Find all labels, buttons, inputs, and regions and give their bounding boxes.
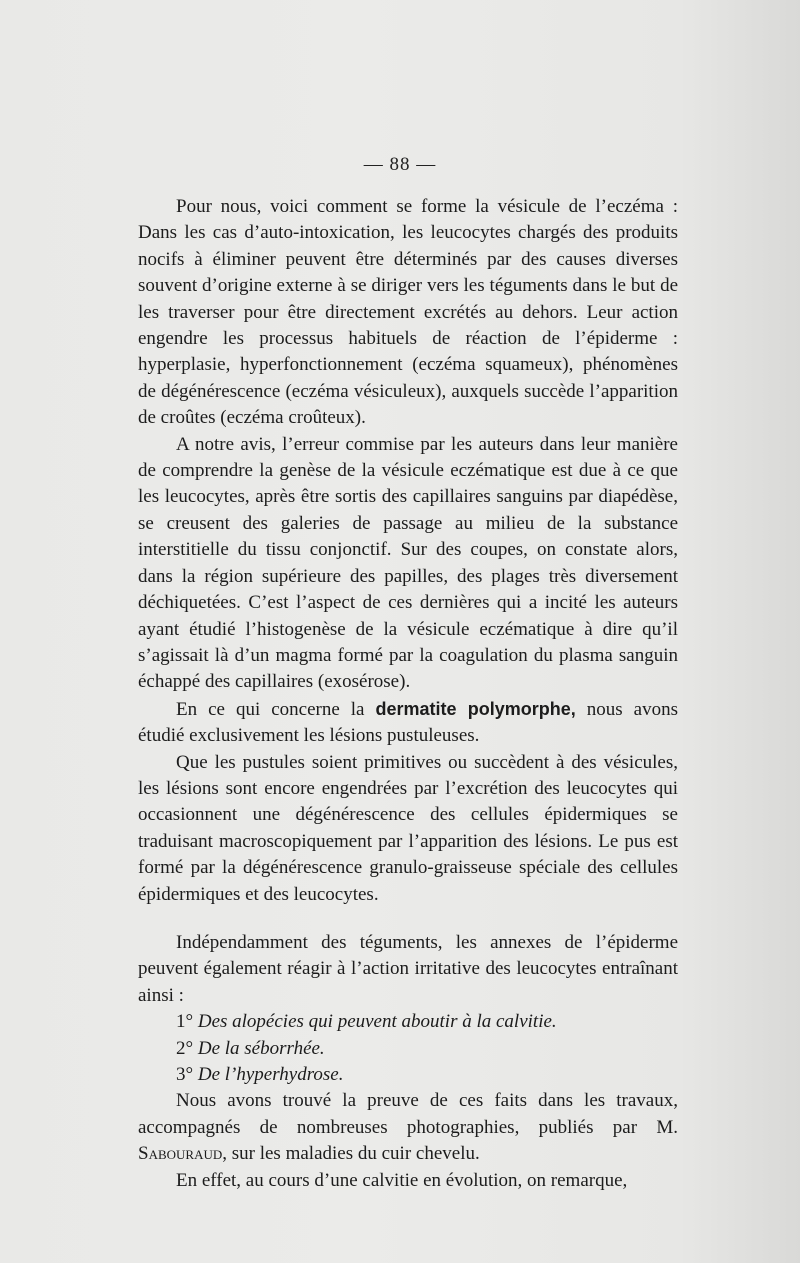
paragraph-sabouraud bbox=[138, 1088, 678, 1167]
dermatite-term: dermatite polymorphe, bbox=[375, 698, 576, 719]
list-item-number: 2° bbox=[176, 1037, 194, 1059]
list-item-text: De l’hyperhydrose. bbox=[197, 1064, 344, 1085]
page-number: — 88 — bbox=[363, 154, 437, 175]
paragraph-dermatite bbox=[138, 696, 678, 750]
author-name: Sabouraud bbox=[138, 1143, 223, 1165]
paragraph-authors-error: A notre avis, l’erreur commise par les auteurs dans leur manière de comprendre la genèse de la vésicule eczématique est due à ce que les leucocytes, après être sortis des capillaires sanguins par diapédèse, se creusent des galeries de passage au milieu de la substance interstitielle du tissu conjonctif. Sur des coupes, on constate alors, dans la région supérieure des papilles, des plages très diversement déchiquetées. C’est l’aspect de ces dernières qui a incité les auteurs ayant étudié l’histogenèse de la vésicule eczématique à dire qu’il s’agissait là d’un magma formé par la coagulation du plasma sanguin échappé des capillaires (exosérose). bbox=[138, 433, 678, 693]
section-gap bbox=[138, 908, 678, 930]
paragraph-pustules: Que les pustules soient primitives ou succèdent à des vésicules, les lésions sont encore engendrées par l’excrétion des leucocytes qui occasionnent une dégénérescence des cellules épidermiques se traduisant macroscopiquement par l’apparition des lésions. Le pus est formé par la dégénérescence granulo-graisseuse spéciale des cellules épidermiques et des leucocytes. bbox=[138, 751, 678, 905]
paragraph-calvitie: En effet, au cours d’une calvitie en évolution, on remarque, bbox=[176, 1169, 628, 1191]
paragraph-eczema-vesicle: Pour nous, voici comment se forme la vésicule de l’eczéma : Dans les cas d’auto-intoxication, les leucocytes chargés des produits nocifs à éliminer peuvent être déterminés par des causes diverses souvent d’origine externe à se diriger vers les téguments dans le but de les traverser pour être directement excrétés au dehors. Leur action engendre les processus habituels de réaction de l’épiderme : hyperplasie, hyperfonctionnement (eczéma squameux), phénomènes de dégénérescence (eczéma vésiculeux), auxquels succède l’apparition de croûtes (eczéma croûteux). bbox=[138, 196, 678, 429]
body-text bbox=[138, 194, 678, 1194]
list-item-text: Des alopécies qui peuvent aboutir à la calvitie. bbox=[197, 1011, 557, 1033]
sabouraud-intro: Nous avons trouvé la preuve de ces faits dans les travaux, accompagnés de nombreuses photographies, publiés par M. bbox=[138, 1090, 678, 1138]
dermatite-rest: nous avons étudié exclusivement les lésions pustuleuses. bbox=[138, 698, 678, 747]
list-item bbox=[138, 1036, 678, 1062]
paragraph-annexes: Indépendamment des téguments, les annexes de l’épiderme peuvent également réagir à l’action irritative des leucocytes entraînant ainsi : bbox=[138, 931, 678, 1006]
sabouraud-rest: , sur les maladies du cuir chevelu. bbox=[222, 1143, 480, 1165]
dermatite-intro: En ce qui concerne la bbox=[176, 698, 376, 720]
list-item bbox=[138, 1009, 678, 1035]
list-item-text: De la séborrhée. bbox=[197, 1037, 325, 1059]
list-item-number: 3° bbox=[176, 1064, 194, 1085]
list-item-number: 1° bbox=[176, 1011, 194, 1033]
list-item bbox=[138, 1062, 678, 1088]
